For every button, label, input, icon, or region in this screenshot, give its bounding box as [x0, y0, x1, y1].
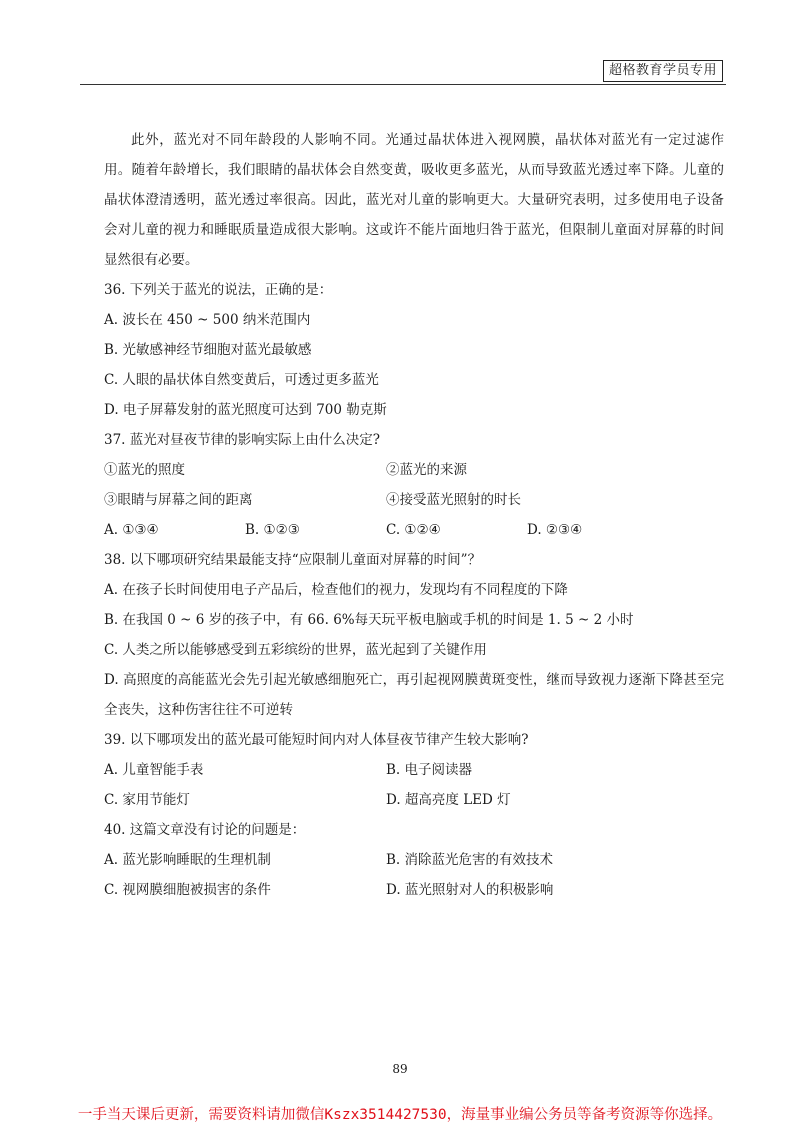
- question-36-option-d: D. 电子屏幕发射的蓝光照度可达到 700 勒克斯: [104, 402, 387, 418]
- question-40-options-row-1: [104, 845, 724, 875]
- question-37-option-a: A. ①③④: [104, 522, 159, 538]
- question-40-stem: 40. 这篇文章没有讨论的问题是：: [104, 822, 306, 838]
- question-37-options: [104, 515, 724, 545]
- question-40-option-c: C. 视网膜细胞被损害的条件: [104, 882, 271, 898]
- question-36-stem: 36. 下列关于蓝光的说法，正确的是：: [104, 282, 333, 298]
- question-39-options-row-2: [104, 785, 724, 815]
- question-39-options-row-1: [104, 755, 724, 785]
- question-36-option-a: A. 波长在 450 ~ 500 纳米范围内: [104, 312, 311, 328]
- question-38-option-c: C. 人类之所以能够感受到五彩缤纷的世界，蓝光起到了关键作用: [104, 642, 487, 658]
- question-38-stem: 38. 以下哪项研究结果最能支持“应限制儿童面对屏幕的时间”？: [104, 552, 482, 568]
- main-content: [104, 125, 724, 905]
- question-37-item-1: ①蓝光的照度: [104, 462, 185, 478]
- question-40-option-b: B. 消除蓝光危害的有效技术: [386, 852, 554, 868]
- question-37-option-b: B. ①②③: [245, 522, 300, 538]
- question-37-item-4: ④接受蓝光照射的时长: [386, 492, 521, 508]
- question-39-option-d: D. 超高亮度 LED 灯: [386, 792, 511, 808]
- question-37-option-c: C. ①②④: [386, 522, 441, 538]
- question-37-item-3: ③眼睛与屏幕之间的距离: [104, 492, 253, 508]
- question-38-option-b: B. 在我国 0 ~ 6 岁的孩子中，有 66. 6%每天玩平板电脑或手机的时间是 1. 5 ~ 2 小时: [104, 612, 634, 628]
- question-40-option-a: A. 蓝光影响睡眠的生理机制: [104, 852, 271, 868]
- question-39-option-c: C. 家用节能灯: [104, 792, 190, 808]
- header-divider: [80, 84, 726, 85]
- question-37-stem: 37. 蓝光对昼夜节律的影响实际上由什么决定?: [104, 432, 380, 448]
- question-39-option-a: A. 儿童智能手表: [104, 762, 204, 778]
- question-37-items-row-2: [104, 485, 724, 515]
- header-tag: 超格教育学员专用: [603, 60, 723, 82]
- question-40-option-d: D. 蓝光照射对人的积极影响: [386, 882, 554, 898]
- question-36-option-b: B. 光敏感神经节细胞对蓝光最敏感: [104, 342, 312, 358]
- question-40-options-row-2: [104, 875, 724, 905]
- question-39-option-b: B. 电子阅读器: [386, 762, 473, 778]
- question-37-item-2: ②蓝光的来源: [386, 462, 467, 478]
- question-36-option-c: C. 人眼的晶状体自然变黄后，可透过更多蓝光: [104, 372, 379, 388]
- question-39-stem: 39. 以下哪项发出的蓝光最可能短时间内对人体昼夜节律产生较大影响?: [104, 732, 529, 748]
- question-37-option-d: D. ②③④: [527, 522, 583, 538]
- question-38-option-a: A. 在孩子长时间使用电子产品后，检查他们的视力，发现均有不同程度的下降: [104, 582, 568, 598]
- passage-paragraph: 此外，蓝光对不同年龄段的人影响不同。光通过晶状体进入视网膜，晶状体对蓝光有一定过滤作用。随着年龄增长，我们眼睛的晶状体会自然变黄，吸收更多蓝光，从而导致蓝光透过率下降。儿童的晶状体澄清透明，蓝光透过率很高。因此，蓝光对儿童的影响更大。大量研究表明，过多使用电子设备会对儿童的视力和睡眠质量造成很大影响。这或许不能片面地归咎于蓝光，但限制儿童面对屏幕的时间显然很有必要。: [104, 132, 724, 268]
- question-37-items-row-1: [104, 455, 724, 485]
- footer-promo-note: 一手当天课后更新，需要资料请加微信Kszx3514427530，海量事业编公务员等备考资源等你选择。: [77, 1107, 723, 1123]
- page-number: 89: [392, 1062, 408, 1076]
- question-38-option-d: D. 高照度的高能蓝光会先引起光敏感细胞死亡，再引起视网膜黄斑变性，继而导致视力逐渐下降甚至完全丧失，这种伤害往往不可逆转: [104, 672, 724, 718]
